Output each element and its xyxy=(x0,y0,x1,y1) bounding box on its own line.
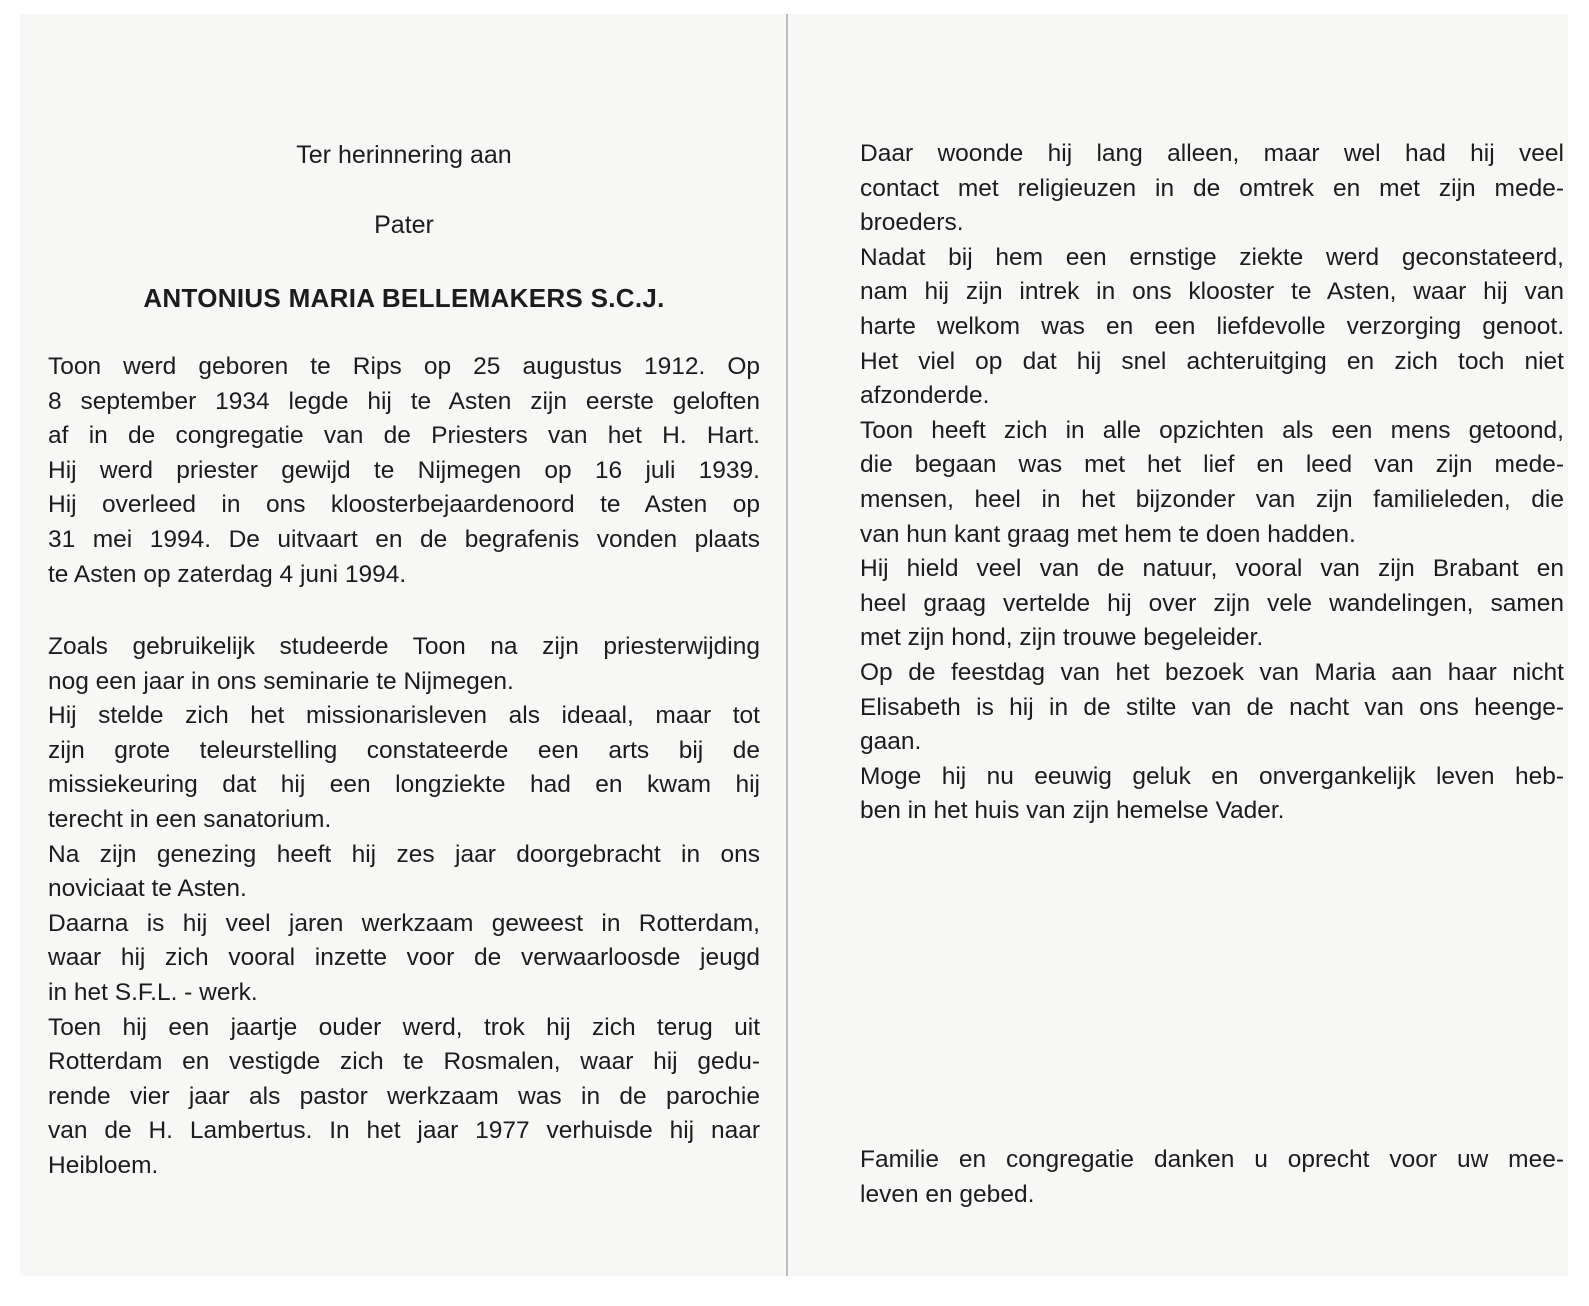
text-line: gaan. xyxy=(860,728,922,756)
text-line: Het viel op dat hij snel achteruitging en zich toch niet xyxy=(860,347,1564,375)
text-line: harte welkom was en een liefdevolle verzorging genoot. xyxy=(860,312,1564,340)
text-line: Moge hij nu eeuwig geluk en onvergankelijk leven heb- xyxy=(860,762,1564,790)
text-line: Rotterdam en vestigde zich te Rosmalen, waar hij gedu- xyxy=(48,1048,760,1076)
text-line: 8 september 1934 legde hij te Asten zijn eerste geloften xyxy=(48,387,760,415)
text-line: missiekeuring dat hij een longziekte had en kwam hij xyxy=(48,771,760,799)
text-line: met zijn hond, zijn trouwe begeleider. xyxy=(860,624,1264,652)
text-line: broeders. xyxy=(860,209,964,237)
text-line: Na zijn genezing heeft hij zes jaar doorgebracht in ons xyxy=(48,840,760,868)
text-line: Daarna is hij veel jaren werkzaam geweest in Rotterdam, xyxy=(48,909,760,937)
paragraph-career xyxy=(48,630,760,1184)
text-line: Daar woonde hij lang alleen, maar wel had hij veel xyxy=(860,140,1564,167)
memorial-card xyxy=(20,14,1568,1276)
text-line: Hij stelde zich het missionarisleven als ideaal, maar tot xyxy=(48,702,760,730)
text-line: van hun kant graag met hem te doen hadden. xyxy=(860,520,1356,548)
text-line: Elisabeth is hij in de stilte van de nacht van ons heenge- xyxy=(860,693,1564,721)
text-line: mensen, heel in het bijzonder van zijn familieleden, die xyxy=(860,485,1564,513)
text-line: rende vier jaar als pastor werkzaam was in de parochie xyxy=(48,1082,760,1110)
honorific-title: Pater xyxy=(374,211,434,239)
text-line: 31 mei 1994. De uitvaart en de begrafenis vonden plaats xyxy=(48,525,760,553)
text-line: Heibloem. xyxy=(48,1151,159,1179)
text-line: die begaan was met het lief en leed van zijn mede- xyxy=(860,451,1564,479)
paragraph-later-life xyxy=(860,137,1564,829)
dedication-line: Ter herinnering aan xyxy=(296,141,512,169)
text-line: zijn grote teleurstelling constateerde een arts bij de xyxy=(48,736,760,764)
text-line: contact met religieuzen in de omtrek en met zijn mede- xyxy=(860,174,1564,202)
text-line: Toon werd geboren te Rips op 25 augustus 1912. Op xyxy=(48,353,760,380)
text-line: nam hij zijn intrek in ons klooster te Asten, waar hij van xyxy=(860,278,1564,306)
text-line: heel graag vertelde hij over zijn vele wandelingen, samen xyxy=(860,589,1564,617)
deceased-name: ANTONIUS MARIA BELLEMAKERS S.C.J. xyxy=(143,283,665,313)
text-line: Toon heeft zich in alle opzichten als een mens getoond, xyxy=(860,416,1564,444)
text-line: Hij hield veel van de natuur, vooral van zijn Brabant en xyxy=(860,555,1564,583)
text-line: Hij overleed in ons kloosterbejaardenoord te Asten op xyxy=(48,491,760,519)
text-line: in het S.F.L. - werk. xyxy=(48,978,258,1006)
text-line: ben in het huis van zijn hemelse Vader. xyxy=(860,797,1285,825)
text-line: te Asten op zaterdag 4 juni 1994. xyxy=(48,560,407,588)
text-line: Hij werd priester gewijd te Nijmegen op 16 juli 1939. xyxy=(48,456,760,484)
text-line: Toen hij een jaartje ouder werd, trok hij zich terug uit xyxy=(48,1013,760,1041)
text-line: waar hij zich vooral inzette voor de verwaarloosde jeugd xyxy=(48,944,760,972)
text-line: Zoals gebruikelijk studeerde Toon na zijn priesterwijding xyxy=(48,633,760,660)
text-line: af in de congregatie van de Priesters van het H. Hart. xyxy=(48,422,760,450)
text-line: afzonderde. xyxy=(860,382,990,410)
text-line: noviciaat te Asten. xyxy=(48,875,247,903)
text-line: Op de feestdag van het bezoek van Maria aan haar nicht xyxy=(860,658,1564,686)
text-line: Nadat bij hem een ernstige ziekte werd geconstateerd, xyxy=(860,243,1564,271)
text-line: van de H. Lambertus. In het jaar 1977 verhuisde hij naar xyxy=(48,1117,760,1145)
paragraph-birth-death xyxy=(48,350,760,592)
text-line: terecht in een sanatorium. xyxy=(48,805,332,833)
card-fold-line xyxy=(786,14,788,1276)
paragraph-thanks xyxy=(860,1143,1564,1212)
text-line: nog een jaar in ons seminarie te Nijmegen. xyxy=(48,667,514,695)
text-line: Familie en congregatie danken u oprecht voor uw mee- xyxy=(860,1146,1564,1173)
text-line: leven en gebed. xyxy=(860,1180,1035,1208)
